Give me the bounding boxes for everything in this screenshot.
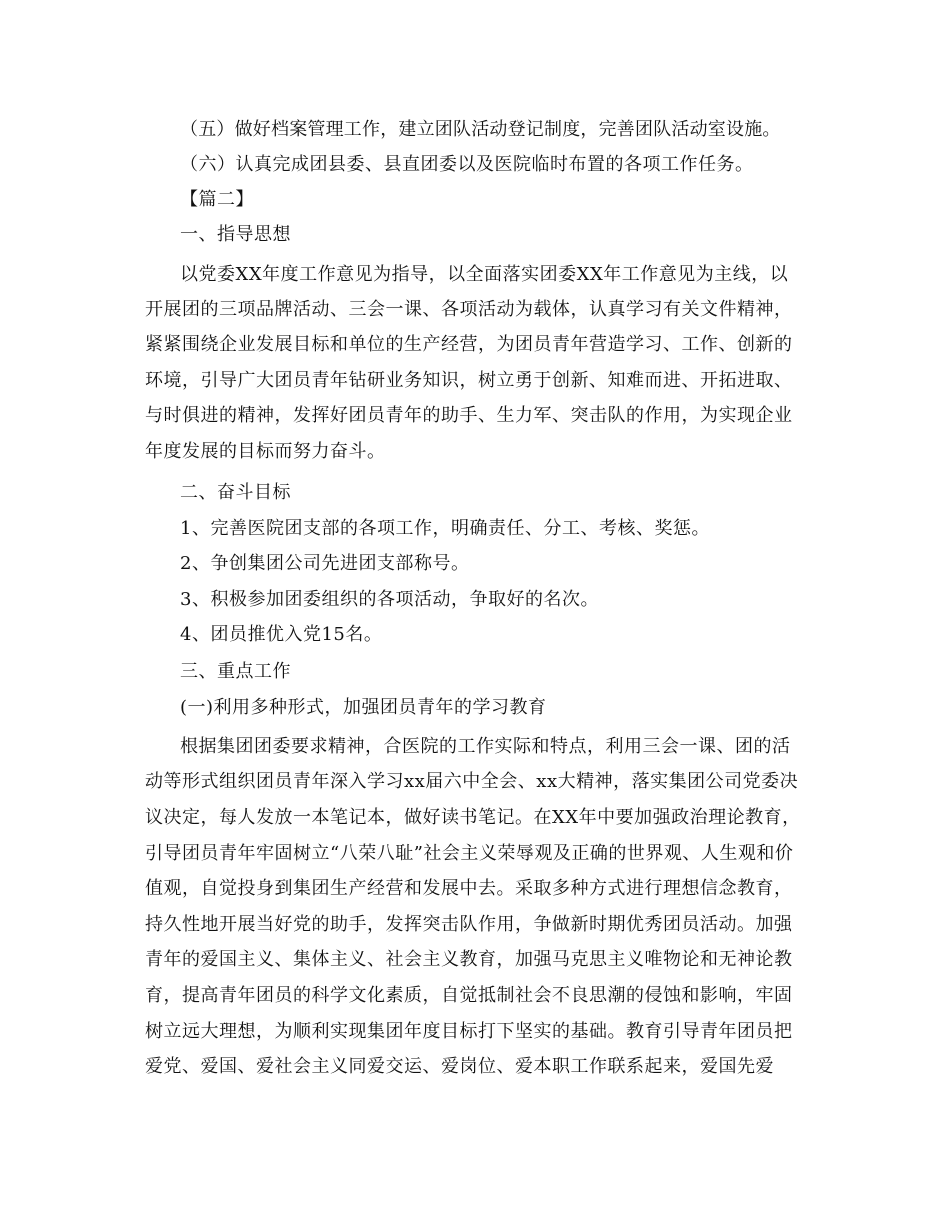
body-line: 紧紧围绕企业发展目标和单位的生产经营，为团员青年营造学习、工作、创新的 (145, 334, 793, 355)
paragraph-item-6: （六）认真完成团县委、县直团委以及医院临时布置的各项工作任务。 (180, 154, 754, 175)
heading-goals: 二、奋斗目标 (180, 482, 291, 503)
body-line: 与时俱进的精神，发挥好团员青年的助手、生力军、突击队的作用，为实现企业 (145, 405, 793, 426)
body-line: 树立远大理想，为顺利实现集团年度目标打下坚实的基础。教育引导青年团员把 (145, 1021, 793, 1042)
heading-key-work: 三、重点工作 (180, 661, 291, 682)
body-line: 育，提高青年团员的科学文化素质，自觉抵制社会不良思潮的侵蚀和影响，牢固 (145, 985, 793, 1006)
body-line: 以党委XX年度工作意见为指导，以全面落实团委XX年工作意见为主线，以 (180, 264, 789, 285)
body-line: 年度发展的目标而努力奋斗。 (145, 441, 386, 462)
body-line: 议决定，每人发放一本笔记本，做好读书笔记。在XX年中要加强政治理论教育， (145, 807, 801, 828)
section-heading-part-two: 【篇二】 (180, 189, 254, 210)
goal-item-2: 2、争创集团公司先进团支部称号。 (180, 553, 470, 574)
goal-item-4: 4、团员推优入党15名。 (180, 624, 383, 645)
body-line: 动等形式组织团员青年深入学习xx届六中全会、xx大精神，落实集团公司党委决 (145, 771, 799, 792)
paragraph-item-5: （五）做好档案管理工作，建立团队活动登记制度，完善团队活动室设施。 (180, 119, 781, 140)
body-line: 青年的爱国主义、集体主义、社会主义教育，加强马克思主义唯物论和无神论教 (145, 949, 793, 970)
goal-item-3: 3、积极参加团委组织的各项活动，争取好的名次。 (180, 589, 599, 610)
body-line: 环境，引导广大团员青年钻研业务知识，树立勇于创新、知难而进、开拓进取、 (145, 370, 793, 391)
subheading-study-education: (一)利用多种形式，加强团员青年的学习教育 (180, 697, 547, 718)
body-line: 值观，自觉投身到集团生产经营和发展中去。采取多种方式进行理想信念教育， (145, 878, 793, 899)
body-line: 开展团的三项品牌活动、三会一课、各项活动为载体，认真学习有关文件精神， (145, 299, 793, 320)
body-line: 持久性地开展当好党的助手，发挥突击队作用，争做新时期优秀团员活动。加强 (145, 914, 793, 935)
body-line: 爱党、爱国、爱社会主义同爱交运、爱岗位、爱本职工作联系起来，爱国先爱 (145, 1056, 774, 1077)
body-line: 根据集团团委要求精神，合医院的工作实际和特点，利用三会一课、团的活 (180, 736, 791, 757)
goal-item-1: 1、完善医院团支部的各项工作，明确责任、分工、考核、奖惩。 (180, 518, 710, 539)
heading-guiding-ideology: 一、指导思想 (180, 224, 291, 245)
body-line: 引导团员青年牢固树立“八荣八耻”社会主义荣辱观及正确的世界观、人生观和价 (145, 843, 794, 864)
